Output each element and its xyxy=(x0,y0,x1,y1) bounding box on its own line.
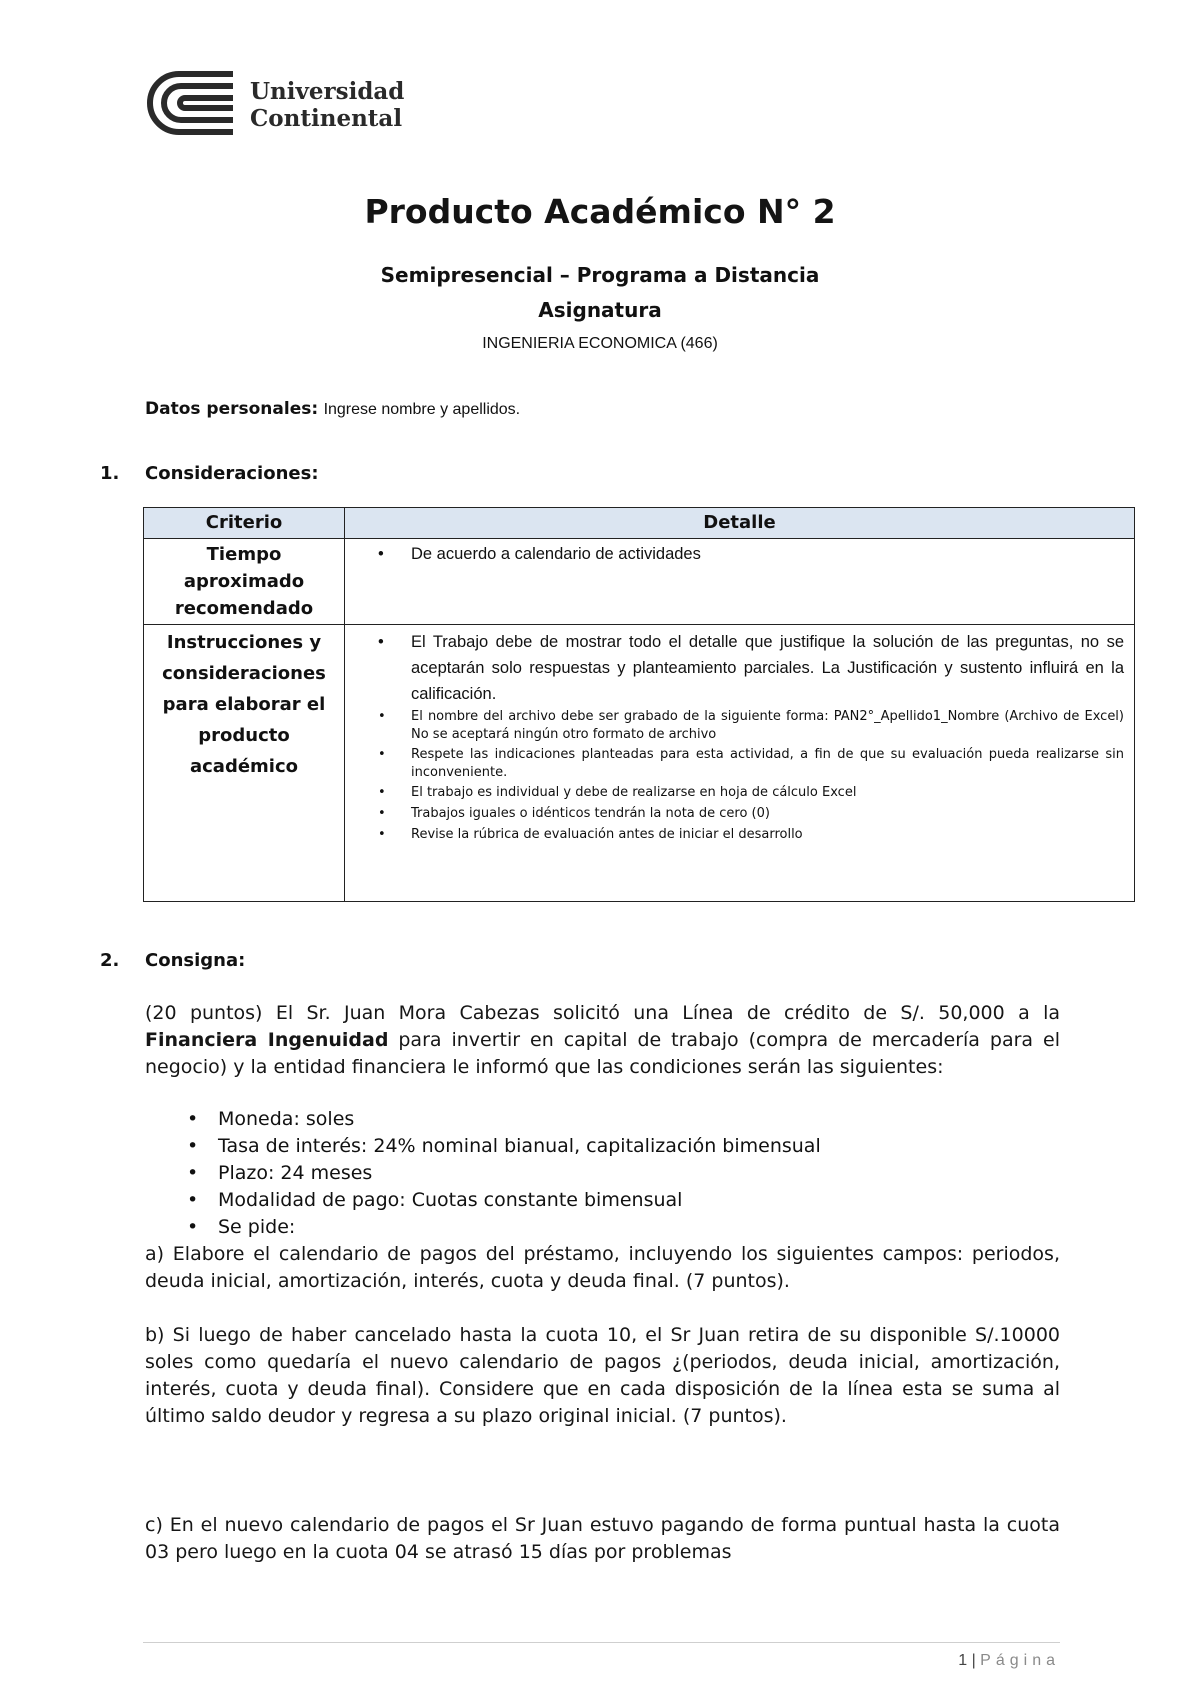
document-title: Producto Académico N° 2 xyxy=(364,192,836,231)
question-a: a) Elabore el calendario de pagos del préstamo, incluyendo los siguientes campos: periodos, deuda inicial, amortización, interés, cuota y deuda final. (7 puntos). xyxy=(145,1243,1060,1292)
section-1-title: Consideraciones: xyxy=(145,463,319,484)
table-header-detail: Detalle xyxy=(345,508,1135,539)
table-header-criterion: Criterio xyxy=(144,508,345,539)
section-1-number: 1. xyxy=(100,463,120,484)
conditions-list xyxy=(145,1106,1045,1241)
page-footer xyxy=(958,1652,1060,1670)
list-item: • El trabajo es individual y debe de realizarse en hoja de cálculo Excel xyxy=(411,784,1124,802)
list-item: • De acuerdo a calendario de actividades xyxy=(411,541,1124,567)
list-item: • Plazo: 24 meses xyxy=(145,1160,1045,1187)
detail-list xyxy=(345,539,1134,567)
question-b: b) Si luego de haber cancelado hasta la cuota 10, el Sr Juan retira de su disponible S/.10000 soles como quedaría el nuevo calendario de pagos ¿(periodos, deuda inicial, amortización, interés, cuota y deuda final). Considere que en cada disposición de la línea esta se suma al último saldo deudor y regresa a su plazo original inicial. (7 puntos). xyxy=(145,1324,1060,1427)
consigna-intro xyxy=(145,1000,1060,1081)
logo-line-1: Universidad xyxy=(250,78,405,105)
section-1-heading xyxy=(0,463,600,493)
intro-text-a: (20 puntos) El Sr. Juan Mora Cabezas solicitó una Línea de crédito de S/. 50,000 a la xyxy=(145,1002,1060,1024)
list-item: • Se pide: xyxy=(145,1214,1045,1241)
list-item: • Moneda: soles xyxy=(145,1106,1045,1133)
section-2-title: Consigna: xyxy=(145,950,246,971)
logo-line-2: Continental xyxy=(250,105,403,132)
page-number: 1 xyxy=(958,1652,968,1669)
document-subtitle: Semipresencial – Programa a Distancia xyxy=(380,263,820,287)
list-item: • Revise la rúbrica de evaluación antes de iniciar el desarrollo xyxy=(411,826,1124,844)
table-row xyxy=(144,625,1135,902)
detail-cell xyxy=(345,539,1135,625)
list-item: • Respete las indicaciones planteadas para esta actividad, a fin de que su evaluación pueda realizarse sin inconveniente. xyxy=(411,746,1124,782)
criteria-table xyxy=(143,507,1135,902)
subject-label: Asignatura xyxy=(538,298,662,322)
section-2-heading xyxy=(0,950,600,980)
university-logo-text xyxy=(250,78,404,132)
list-item: • Tasa de interés: 24% nominal bianual, capitalización bimensual xyxy=(145,1133,1045,1160)
table-header-row xyxy=(144,508,1135,539)
list-item: • Trabajos iguales o idénticos tendrán la nota de cero (0) xyxy=(411,805,1124,823)
criterion-cell: Instrucciones y consideraciones para elaborar el producto académico xyxy=(144,625,345,902)
footer-divider xyxy=(143,1642,1060,1643)
footer-separator: | xyxy=(971,1652,976,1669)
personal-data xyxy=(145,399,520,419)
list-item: • Modalidad de pago: Cuotas constante bimensual xyxy=(145,1187,1045,1214)
table-row xyxy=(144,539,1135,625)
list-item: • El nombre del archivo debe ser grabado de la siguiente forma: PAN2°_Apellido1_Nombre (Archivo de Excel) No se aceptará ningún otro formato de archivo xyxy=(411,708,1124,744)
question-c: c) En el nuevo calendario de pagos el Sr Juan estuvo pagando de forma puntual hasta la cuota 03 pero luego en la cuota 04 se atrasó 15 días por problemas xyxy=(145,1514,1060,1563)
personal-data-label: Datos personales: xyxy=(145,399,319,419)
list-item: • El Trabajo debe de mostrar todo el detalle que justifique la solución de las preguntas, no se aceptarán solo respuestas y planteamiento parciales. La Justificación y sustento influirá en la calificación. xyxy=(411,629,1124,707)
intro-text-b: para invertir en capital de trabajo (compra de mercadería para el negocio) y la entidad financiera le informó que las condiciones serán las siguientes: xyxy=(145,1029,1060,1078)
detail-list xyxy=(345,625,1134,844)
page-label: Página xyxy=(980,1652,1060,1669)
university-logo-icon xyxy=(143,69,238,137)
criterion-cell: Tiempo aproximado recomendado xyxy=(144,539,345,625)
course-name: INGENIERIA ECONOMICA (466) xyxy=(482,335,718,352)
section-2-number: 2. xyxy=(100,950,120,971)
detail-cell xyxy=(345,625,1135,902)
financial-entity-name: Financiera Ingenuidad xyxy=(145,1029,389,1051)
personal-data-value: Ingrese nombre y apellidos. xyxy=(323,401,521,418)
